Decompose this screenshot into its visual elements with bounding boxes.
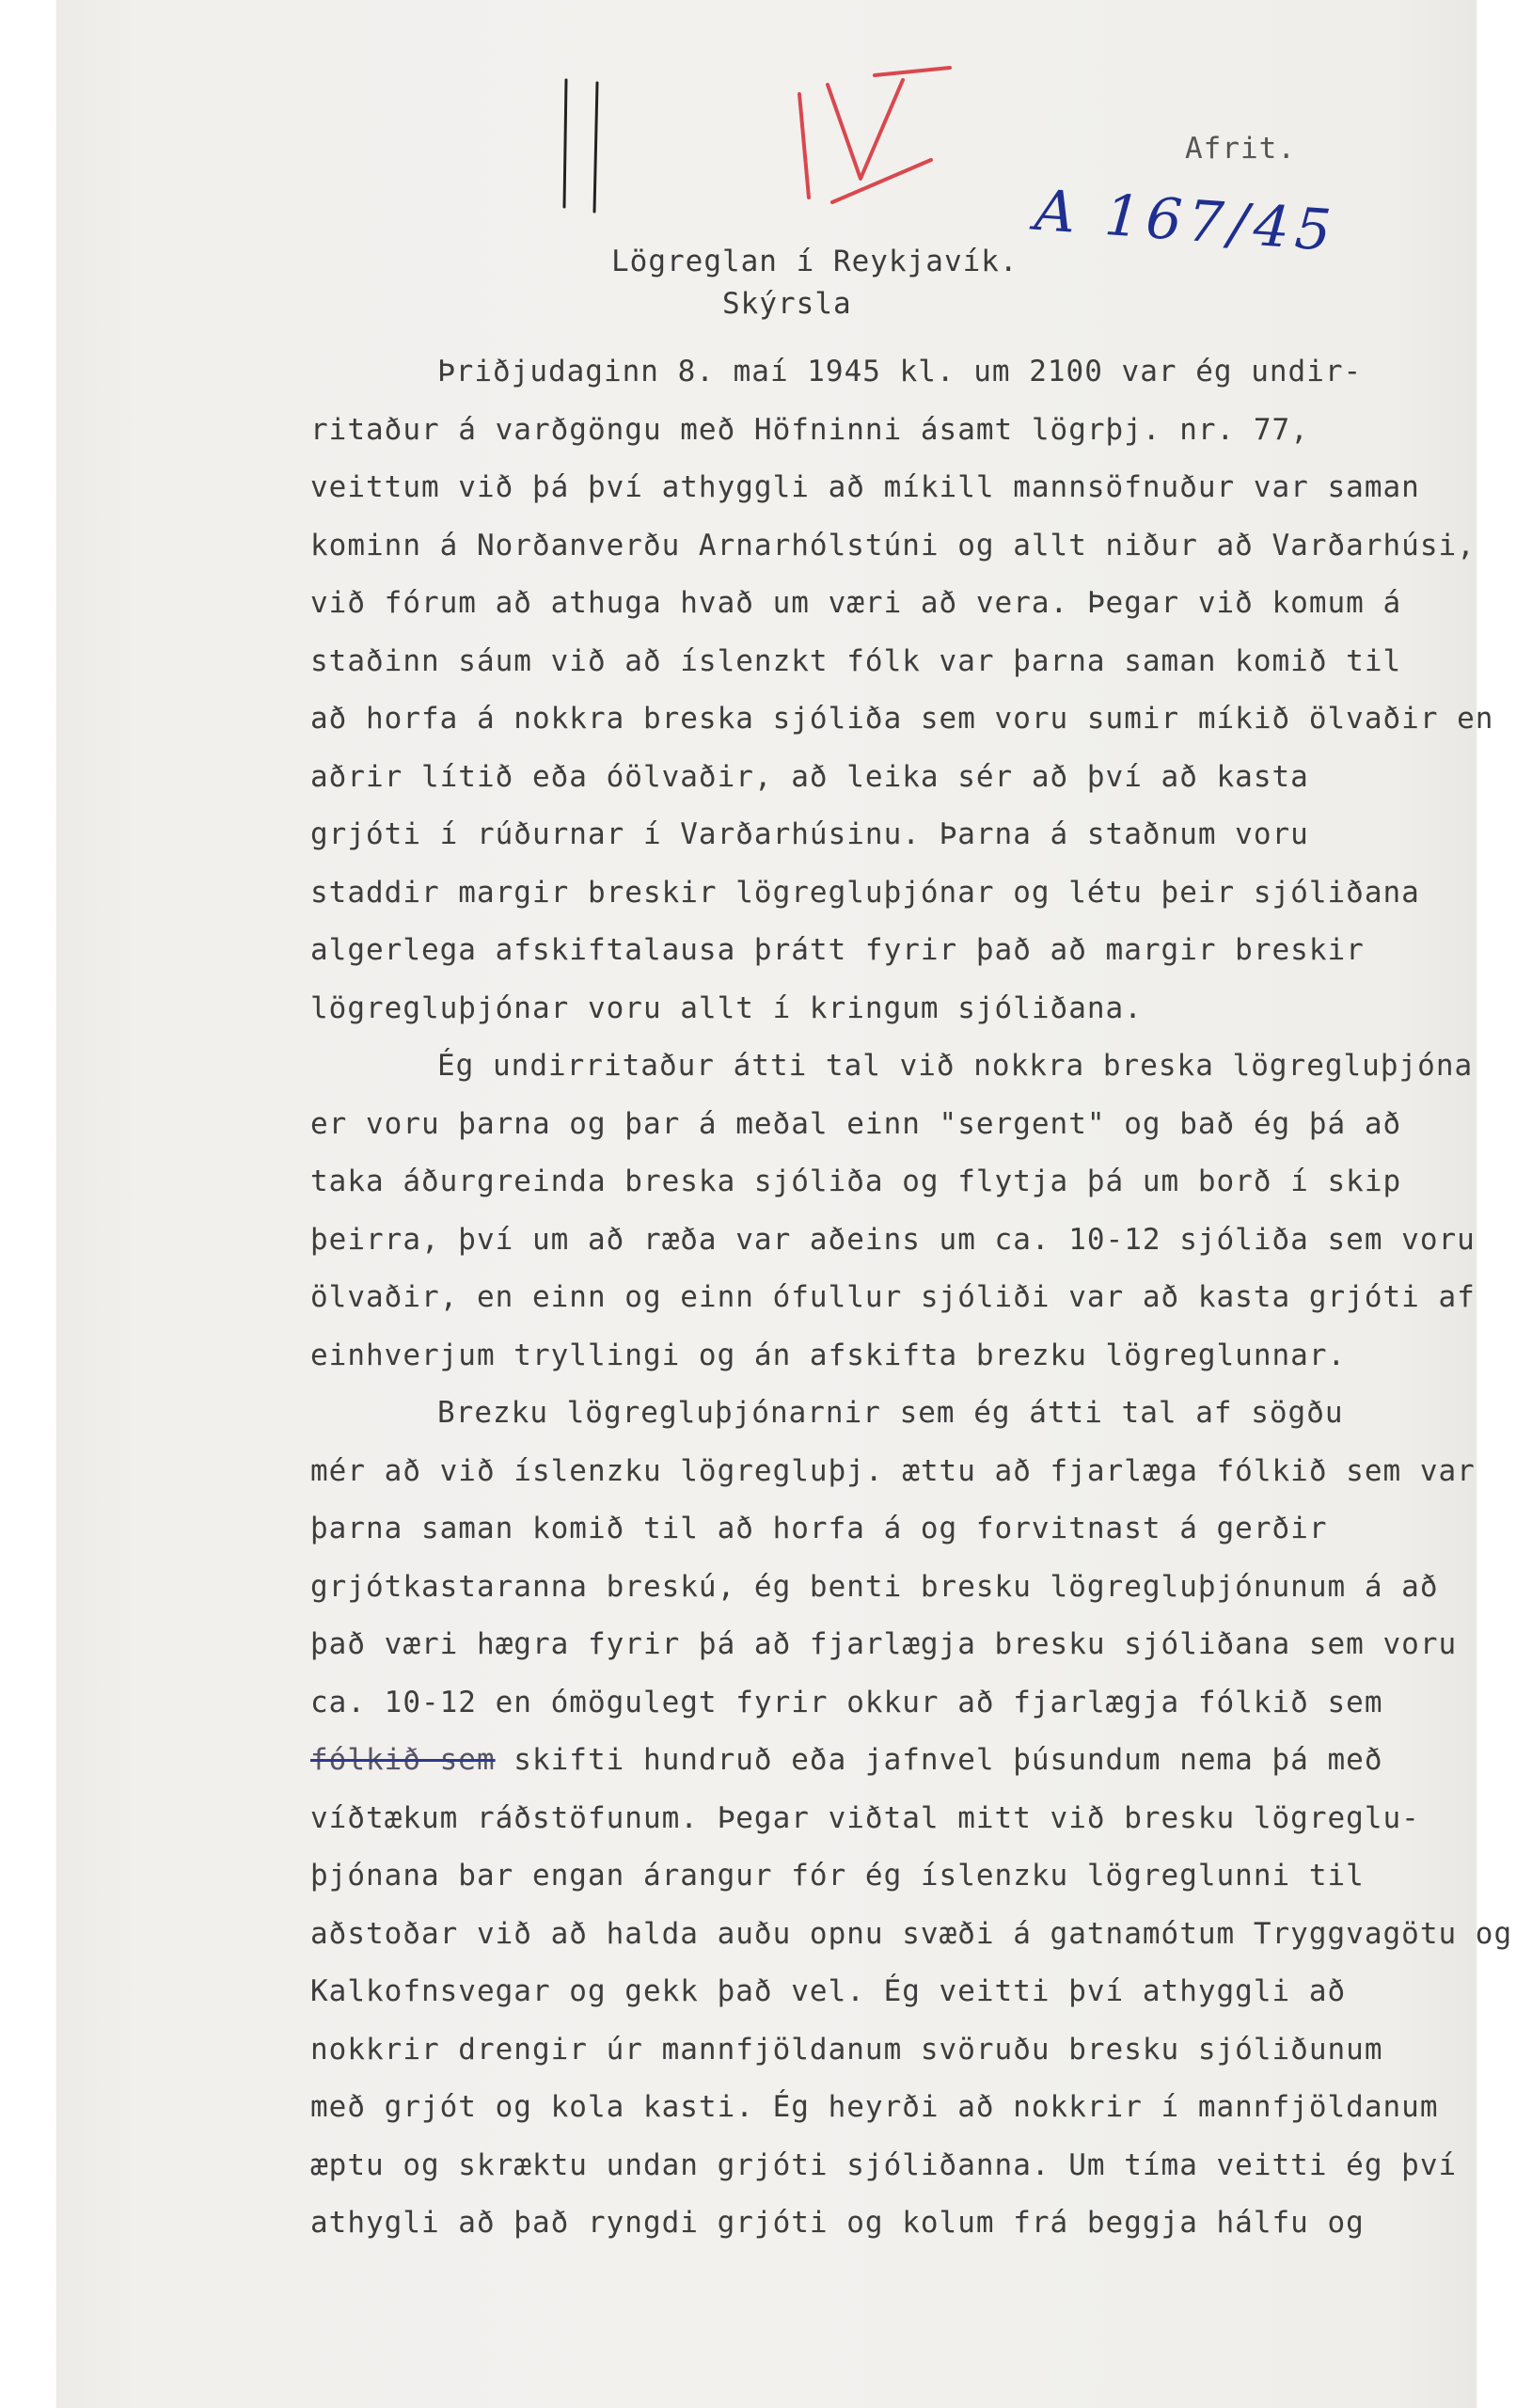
text-line-remainder: skifti hundruð eða jafnvel þúsundum nema þá með bbox=[495, 1743, 1383, 1777]
text-line: víðtækum ráðstöfunum. Þegar viðtal mitt við bresku lögreglu- bbox=[310, 1800, 1420, 1835]
roman-numeral-mark bbox=[781, 56, 959, 207]
text-line: algerlega afskiftalausa þrátt fyrir það að margir breskir bbox=[310, 933, 1365, 967]
text-line: Brezku lögregluþjónarnir sem ég átti tal af sögðu bbox=[437, 1396, 1344, 1430]
text-line: ritaður á varðgöngu með Höfninni ásamt lögrþj. nr. 77, bbox=[310, 412, 1309, 447]
text-line: athygli að það ryngdi grjóti og kolum frá beggja hálfu og bbox=[310, 2206, 1365, 2240]
text-line: aðstoðar við að halda auðu opnu svæði á gatnamótum Tryggvagötu og bbox=[310, 1916, 1513, 1951]
text-line: Þriðjudaginn 8. maí 1945 kl. um 2100 var ég undir- bbox=[437, 355, 1363, 388]
text-line: Ég undirritaður átti tal við nokkra breska lögregluþjóna bbox=[437, 1049, 1474, 1083]
text-line: æptu og skræktu undan grjóti sjóliðanna. Um tíma veitti ég því bbox=[310, 2147, 1458, 2182]
text-line: lögregluþjónar voru allt í kringum sjóliðana. bbox=[310, 990, 1143, 1025]
text-line: með grjót og kola kasti. Ég heyrði að nokkrir í mannfjöldanum bbox=[310, 2090, 1439, 2124]
text-line: þarna saman komið til að horfa á og forvitnast á gerðir bbox=[310, 1512, 1328, 1545]
text-line: er voru þarna og þar á meðal einn "sergent" og bað ég þá að bbox=[310, 1106, 1402, 1141]
text-line: kominn á Norðanverðu Arnarhólstúni og allt niður að Varðarhúsi, bbox=[310, 528, 1476, 562]
text-line: grjóti í rúðurnar í Varðarhúsinu. Þarna á staðnum voru bbox=[310, 817, 1309, 851]
text-line: þjónana bar engan árangur fór ég íslenzku lögreglunni til bbox=[310, 1859, 1365, 1893]
text-line: það væri hægra fyrir þá að fjarlægja bresku sjóliðana sem voru bbox=[310, 1627, 1458, 1661]
text-line: Kalkofnsvegar og gekk það vel. Ég veitti því athyggli að bbox=[310, 1974, 1347, 2008]
text-line: veittum við þá því athyggli að míkill mannsöfnuður var saman bbox=[310, 470, 1420, 504]
text-line: þeirra, því um að ræða var aðeins um ca. 10-12 sjóliða sem voru bbox=[310, 1222, 1476, 1257]
text-line: staðinn sáum við að íslenzkt fólk var þarna saman komið til bbox=[310, 643, 1402, 678]
text-line: taka áðurgreinda breska sjóliða og flytja þá um borð í skip bbox=[310, 1164, 1402, 1198]
afrit-label: Afrit. bbox=[1185, 132, 1296, 166]
struck-text: fólkið sem bbox=[310, 1743, 496, 1777]
handwritten-reference: A 167/45 bbox=[1032, 177, 1339, 265]
text-line: nokkrir drengir úr mannfjöldanum svöruðu bresku sjóliðunum bbox=[310, 2032, 1383, 2067]
paragraph-3 bbox=[310, 1385, 1532, 2253]
text-line: staddir margir breskir lögregluþjónar og létu þeir sjóliðana bbox=[310, 875, 1420, 910]
text-line: að horfa á nokkra breska sjóliða sem voru sumir míkið ölvaðir en bbox=[310, 702, 1494, 736]
text-line-with-strikethrough bbox=[310, 1732, 1532, 1790]
text-line: einhverjum tryllingi og án afskifta brezku lögreglunnar. bbox=[310, 1338, 1347, 1372]
text-line: ölvaðir, en einn og einn ófullur sjóliði var að kasta grjóti af bbox=[310, 1280, 1476, 1314]
text-line: mér að við íslenzku lögregluþj. ættu að fjarlæga fólkið sem var bbox=[310, 1453, 1476, 1488]
text-line: aðrir lítið eða óölvaðir, að leika sér að því að kasta bbox=[310, 759, 1309, 794]
document-title: Lögreglan í Reykjavík. bbox=[611, 245, 1019, 278]
text-line: grjótkastaranna breskú, ég benti bresku lögregluþjónunum á að bbox=[310, 1569, 1439, 1604]
document-subtitle: Skýrsla bbox=[722, 287, 852, 321]
paragraph-2 bbox=[310, 1038, 1532, 1385]
text-line: við fórum að athuga hvað um væri að vera. Þegar við komum á bbox=[310, 586, 1402, 620]
text-line: ca. 10-12 en ómögulegt fyrir okkur að fjarlægja fólkið sem bbox=[310, 1685, 1383, 1719]
handwritten-tick-marks bbox=[555, 75, 621, 216]
document-page bbox=[56, 0, 1513, 2408]
paragraph-1 bbox=[310, 343, 1532, 1038]
